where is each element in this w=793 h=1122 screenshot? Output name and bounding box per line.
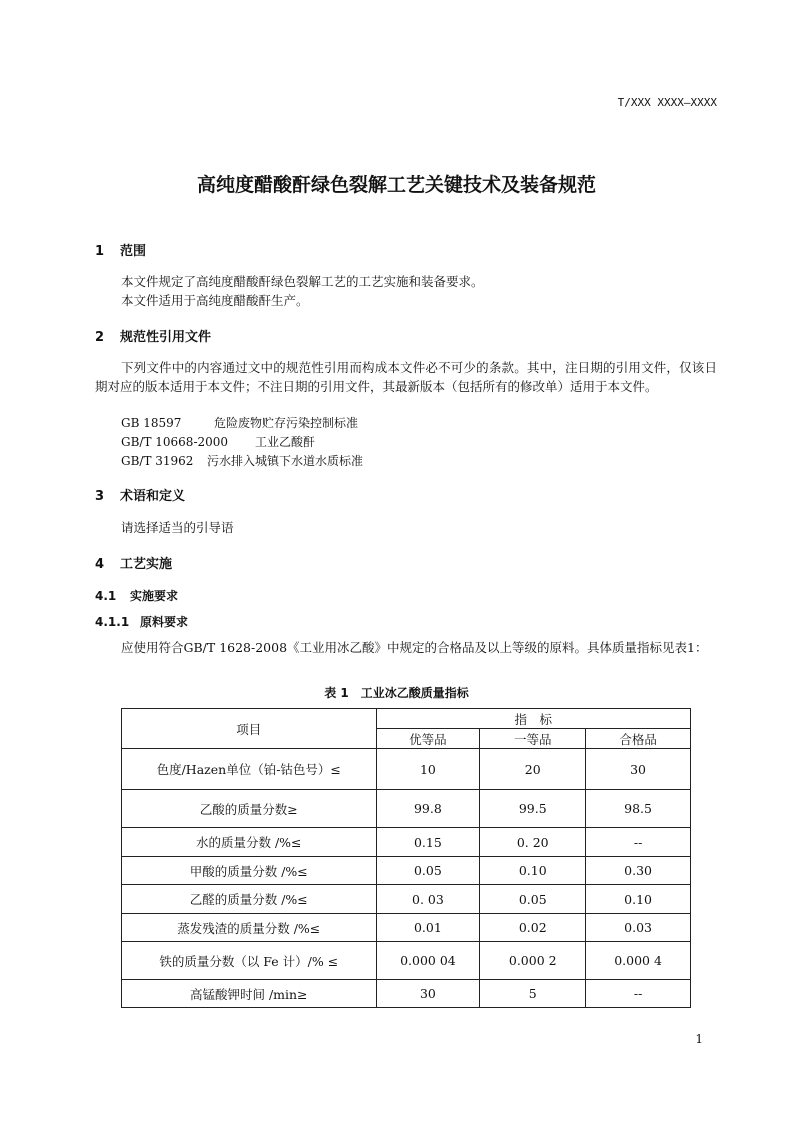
cell-value: 0.000 04: [376, 942, 480, 980]
cell-value: 0.000 4: [586, 942, 691, 980]
section-title: 实施要求: [130, 589, 179, 603]
section-number: 3: [95, 489, 105, 504]
paragraph: 下列文件中的内容通过文中的规范性引用而构成本文件必不可少的条款。其中，注日期的引用文件，仅该日期对应的版本适用于本文件；不注日期的引用文件，其最新版本（包括所有的修改单）适用于本文件。: [95, 360, 717, 394]
subsection-4-1-1-heading: [95, 613, 188, 630]
reference-code: GB/T 31962: [121, 454, 194, 468]
section-number: 4: [95, 557, 105, 572]
row-item: 高锰酸钾时间 /min≥: [122, 980, 377, 1008]
table-row: [122, 828, 691, 857]
cell-value: 0.30: [586, 857, 691, 885]
header-index: 指 标: [376, 709, 691, 729]
table-row: [122, 914, 691, 942]
section-title: 术语和定义: [120, 489, 186, 504]
grade-header: 合格品: [586, 729, 691, 749]
cell-value: 0. 03: [376, 885, 480, 914]
cell-value: 0.01: [376, 914, 480, 942]
table-row: [122, 749, 691, 790]
cell-value: --: [586, 980, 691, 1008]
paragraph: 应使用符合GB/T 1628-2008《工业用冰乙酸》中规定的合格品及以上等级的原料。具体质量指标见表1：: [121, 640, 708, 655]
reference-name: 工业乙酸酐: [255, 435, 316, 449]
grade-header: 优等品: [376, 729, 480, 749]
section-4-heading: [95, 553, 172, 572]
table-header-row: [122, 709, 691, 729]
section-title: 范围: [120, 244, 147, 259]
reference-item: [121, 452, 363, 469]
section-title: 规范性引用文件: [120, 330, 212, 345]
row-item: 蒸发残渣的质量分数 /%≤: [122, 914, 377, 942]
subsection-4-1-heading: [95, 587, 178, 604]
section-number: 2: [95, 330, 105, 345]
cell-value: 99.8: [376, 790, 480, 828]
section-2-heading: [95, 326, 211, 345]
section-number: 4.1.1: [95, 615, 130, 629]
row-item: 乙酸的质量分数≥: [122, 790, 377, 828]
cell-value: 0.10: [480, 857, 586, 885]
section-1-heading: [95, 240, 146, 259]
row-item: 铁的质量分数（以 Fe 计）/% ≤: [122, 942, 377, 980]
section-number: 1: [95, 244, 105, 259]
row-item: 甲酸的质量分数 /%≤: [122, 857, 377, 885]
reference-code: GB/T 10668-2000: [121, 435, 229, 449]
row-item: 水的质量分数 /%≤: [122, 828, 377, 857]
cell-value: 5: [480, 980, 586, 1008]
grade-header: 一等品: [480, 729, 586, 749]
paragraph: 请选择适当的引导语: [121, 520, 234, 535]
cell-value: 20: [480, 749, 586, 790]
section-title: 原料要求: [140, 615, 189, 629]
cell-value: 30: [376, 980, 480, 1008]
paragraph: 本文件适用于高纯度醋酸酐生产。: [121, 293, 309, 308]
table-caption: 表 1 工业冰乙酸质量指标: [324, 686, 469, 700]
cell-value: 0.05: [376, 857, 480, 885]
header-item: 项目: [122, 709, 377, 749]
section-3-heading: [95, 485, 185, 504]
cell-value: 0.03: [586, 914, 691, 942]
reference-code: GB 18597: [121, 416, 182, 430]
row-item: 乙醛的质量分数 /%≤: [122, 885, 377, 914]
cell-value: 0. 20: [480, 828, 586, 857]
cell-value: 98.5: [586, 790, 691, 828]
reference-name: 危险废物贮存污染控制标准: [214, 416, 359, 430]
table-row: [122, 857, 691, 885]
table-row: [122, 942, 691, 980]
table-row: [122, 885, 691, 914]
page-number: 1: [695, 1032, 703, 1046]
cell-value: 0.000 2: [480, 942, 586, 980]
paragraph: 本文件规定了高纯度醋酸酐绿色裂解工艺的工艺实施和装备要求。: [121, 274, 484, 289]
document-code: T/XXX XXXX—XXXX: [617, 96, 717, 109]
row-item: 色度/Hazen单位（铂-钴色号）≤: [122, 749, 377, 790]
cell-value: 0.10: [586, 885, 691, 914]
cell-value: 0.05: [480, 885, 586, 914]
section-number: 4.1: [95, 589, 117, 603]
reference-item: [121, 433, 315, 450]
cell-value: 10: [376, 749, 480, 790]
section-title: 工艺实施: [120, 557, 173, 572]
cell-value: 0.15: [376, 828, 480, 857]
cell-value: 30: [586, 749, 691, 790]
table-row: [122, 790, 691, 828]
cell-value: 0.02: [480, 914, 586, 942]
reference-name: 污水排入城镇下水道水质标准: [207, 454, 364, 468]
document-title: 高纯度醋酸酐绿色裂解工艺关键技术及装备规范: [196, 174, 596, 196]
cell-value: --: [586, 828, 691, 857]
table-row: [122, 980, 691, 1008]
quality-index-table: [121, 708, 691, 1008]
reference-item: [121, 414, 358, 431]
cell-value: 99.5: [480, 790, 586, 828]
